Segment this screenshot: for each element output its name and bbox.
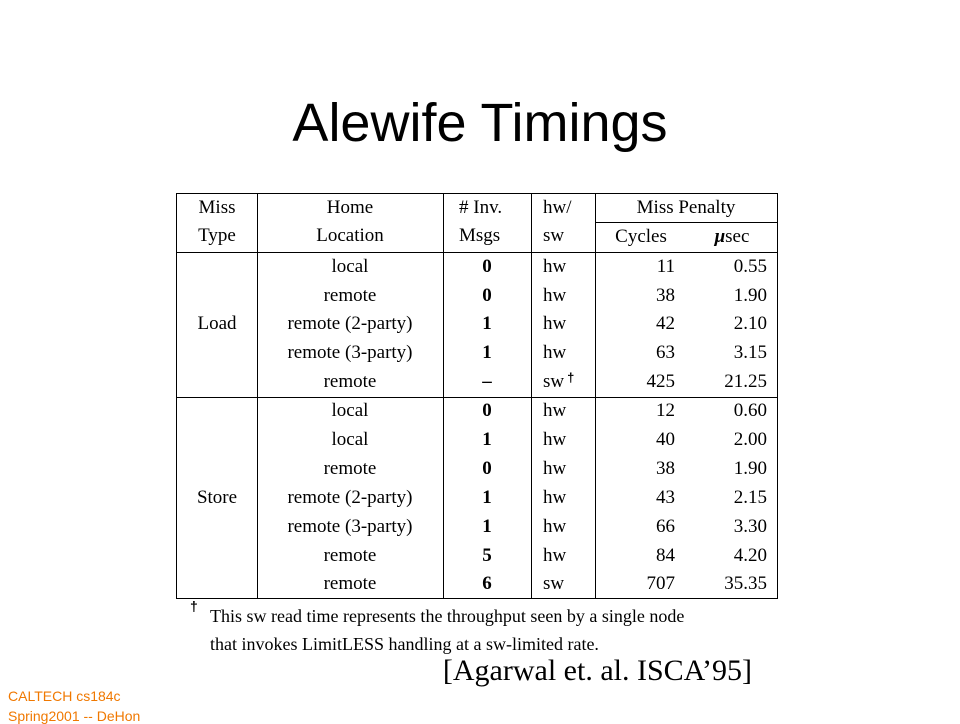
cell-cycles: 38 [656, 458, 675, 479]
cell-usec: 1.90 [733, 285, 767, 306]
header-inv-msgs: # Inv. [459, 197, 503, 218]
cell-usec: 0.60 [733, 400, 767, 421]
cell-hw-sw: hw [543, 516, 567, 537]
citation: [Agarwal et. al. ISCA’95] [442, 654, 752, 687]
slide-title: Alewife Timings [292, 93, 668, 153]
cell-hw-sw: hw [543, 256, 567, 277]
cell-home-location: remote [323, 285, 377, 306]
cell-usec: 2.10 [733, 313, 767, 334]
cell-usec: 21.25 [724, 371, 767, 392]
cell-home-location: remote [323, 458, 377, 479]
cell-hw-sw-text: sw [543, 371, 565, 392]
cell-home-location: remote (3-party) [287, 342, 413, 363]
cell-usec: 2.15 [733, 487, 767, 508]
col-divider [531, 194, 532, 598]
cell-inv-msgs: 1 [482, 313, 492, 334]
header-cycles: Cycles [615, 226, 667, 247]
cell-inv-msgs: 5 [482, 545, 492, 566]
cell-inv-msgs: 0 [482, 458, 492, 479]
cell-hw-sw: hw [543, 285, 567, 306]
cell-home-location: remote [323, 371, 377, 392]
cell-hw-sw: hw [543, 487, 567, 508]
cell-cycles: 11 [656, 256, 675, 277]
cell-hw-sw: hw [543, 429, 567, 450]
cell-home-location: remote (2-party) [287, 313, 413, 334]
cell-home-location: remote [323, 573, 377, 594]
header-miss-type: Miss [198, 197, 236, 218]
cell-inv-msgs: 6 [482, 573, 492, 594]
header-inv-msgs: Msgs [459, 225, 501, 246]
cell-home-location: local [331, 256, 369, 277]
cell-hw-sw: hw [543, 545, 567, 566]
cell-usec: 35.35 [724, 573, 767, 594]
header-home-location: Location [316, 225, 384, 246]
cell-usec: 4.20 [733, 545, 767, 566]
cell-home-location: remote [323, 545, 377, 566]
cell-usec: 3.15 [733, 342, 767, 363]
cell-hw-sw: hw [543, 458, 567, 479]
cell-inv-msgs: 1 [482, 429, 492, 450]
header-home-location: Home [326, 197, 374, 218]
footnote-line-1: This sw read time represents the throughput seen by a single node [210, 606, 685, 626]
cell-cycles: 12 [656, 400, 675, 421]
cell-hw-sw [543, 368, 595, 396]
cell-cycles: 42 [656, 313, 675, 334]
cell-inv-msgs: 0 [482, 285, 492, 306]
footnote-dagger: † [190, 598, 198, 614]
cell-cycles: 63 [656, 342, 675, 363]
cell-hw-sw: sw [543, 573, 565, 594]
group-label-load: Load [197, 313, 237, 334]
footer-course: CALTECH cs184c [8, 688, 121, 704]
header-hw-sw: hw/ [543, 197, 572, 218]
mu-symbol: μ [714, 226, 726, 247]
cell-usec: 3.30 [733, 516, 767, 537]
cell-cycles: 40 [656, 429, 675, 450]
cell-cycles: 38 [656, 285, 675, 306]
cell-inv-msgs: 0 [482, 256, 492, 277]
cell-home-location: remote (3-party) [287, 516, 413, 537]
group-label-store: Store [196, 487, 238, 508]
header-miss-type: Type [198, 225, 236, 246]
cell-usec: 2.00 [733, 429, 767, 450]
cell-usec: 0.55 [733, 256, 767, 277]
dagger-mark: † [567, 370, 575, 385]
footnote-line-2: that invokes LimitLESS handling at a sw-limited rate. [210, 634, 599, 654]
cell-cycles: 425 [646, 371, 675, 392]
cell-inv-msgs: 1 [482, 487, 492, 508]
header-hw-sw: sw [543, 225, 565, 246]
cell-inv-msgs: 1 [482, 342, 492, 363]
cell-hw-sw: hw [543, 342, 567, 363]
header-usec [687, 223, 777, 251]
cell-cycles: 66 [656, 516, 675, 537]
header-miss-penalty: Miss Penalty [636, 197, 736, 218]
cell-usec: 1.90 [733, 458, 767, 479]
cell-inv-msgs: – [482, 371, 492, 392]
cell-hw-sw: hw [543, 313, 567, 334]
header-usec-label: sec [725, 226, 750, 247]
cell-inv-msgs: 1 [482, 516, 492, 537]
cell-inv-msgs: 0 [482, 400, 492, 421]
cell-cycles: 43 [656, 487, 675, 508]
footer-term-author: Spring2001 -- DeHon [8, 708, 141, 724]
cell-home-location: local [331, 429, 369, 450]
timings-table [176, 193, 778, 599]
cell-home-location: remote (2-party) [287, 487, 413, 508]
cell-home-location: local [331, 400, 369, 421]
cell-cycles: 707 [646, 573, 675, 594]
cell-hw-sw: hw [543, 400, 567, 421]
cell-cycles: 84 [656, 545, 675, 566]
